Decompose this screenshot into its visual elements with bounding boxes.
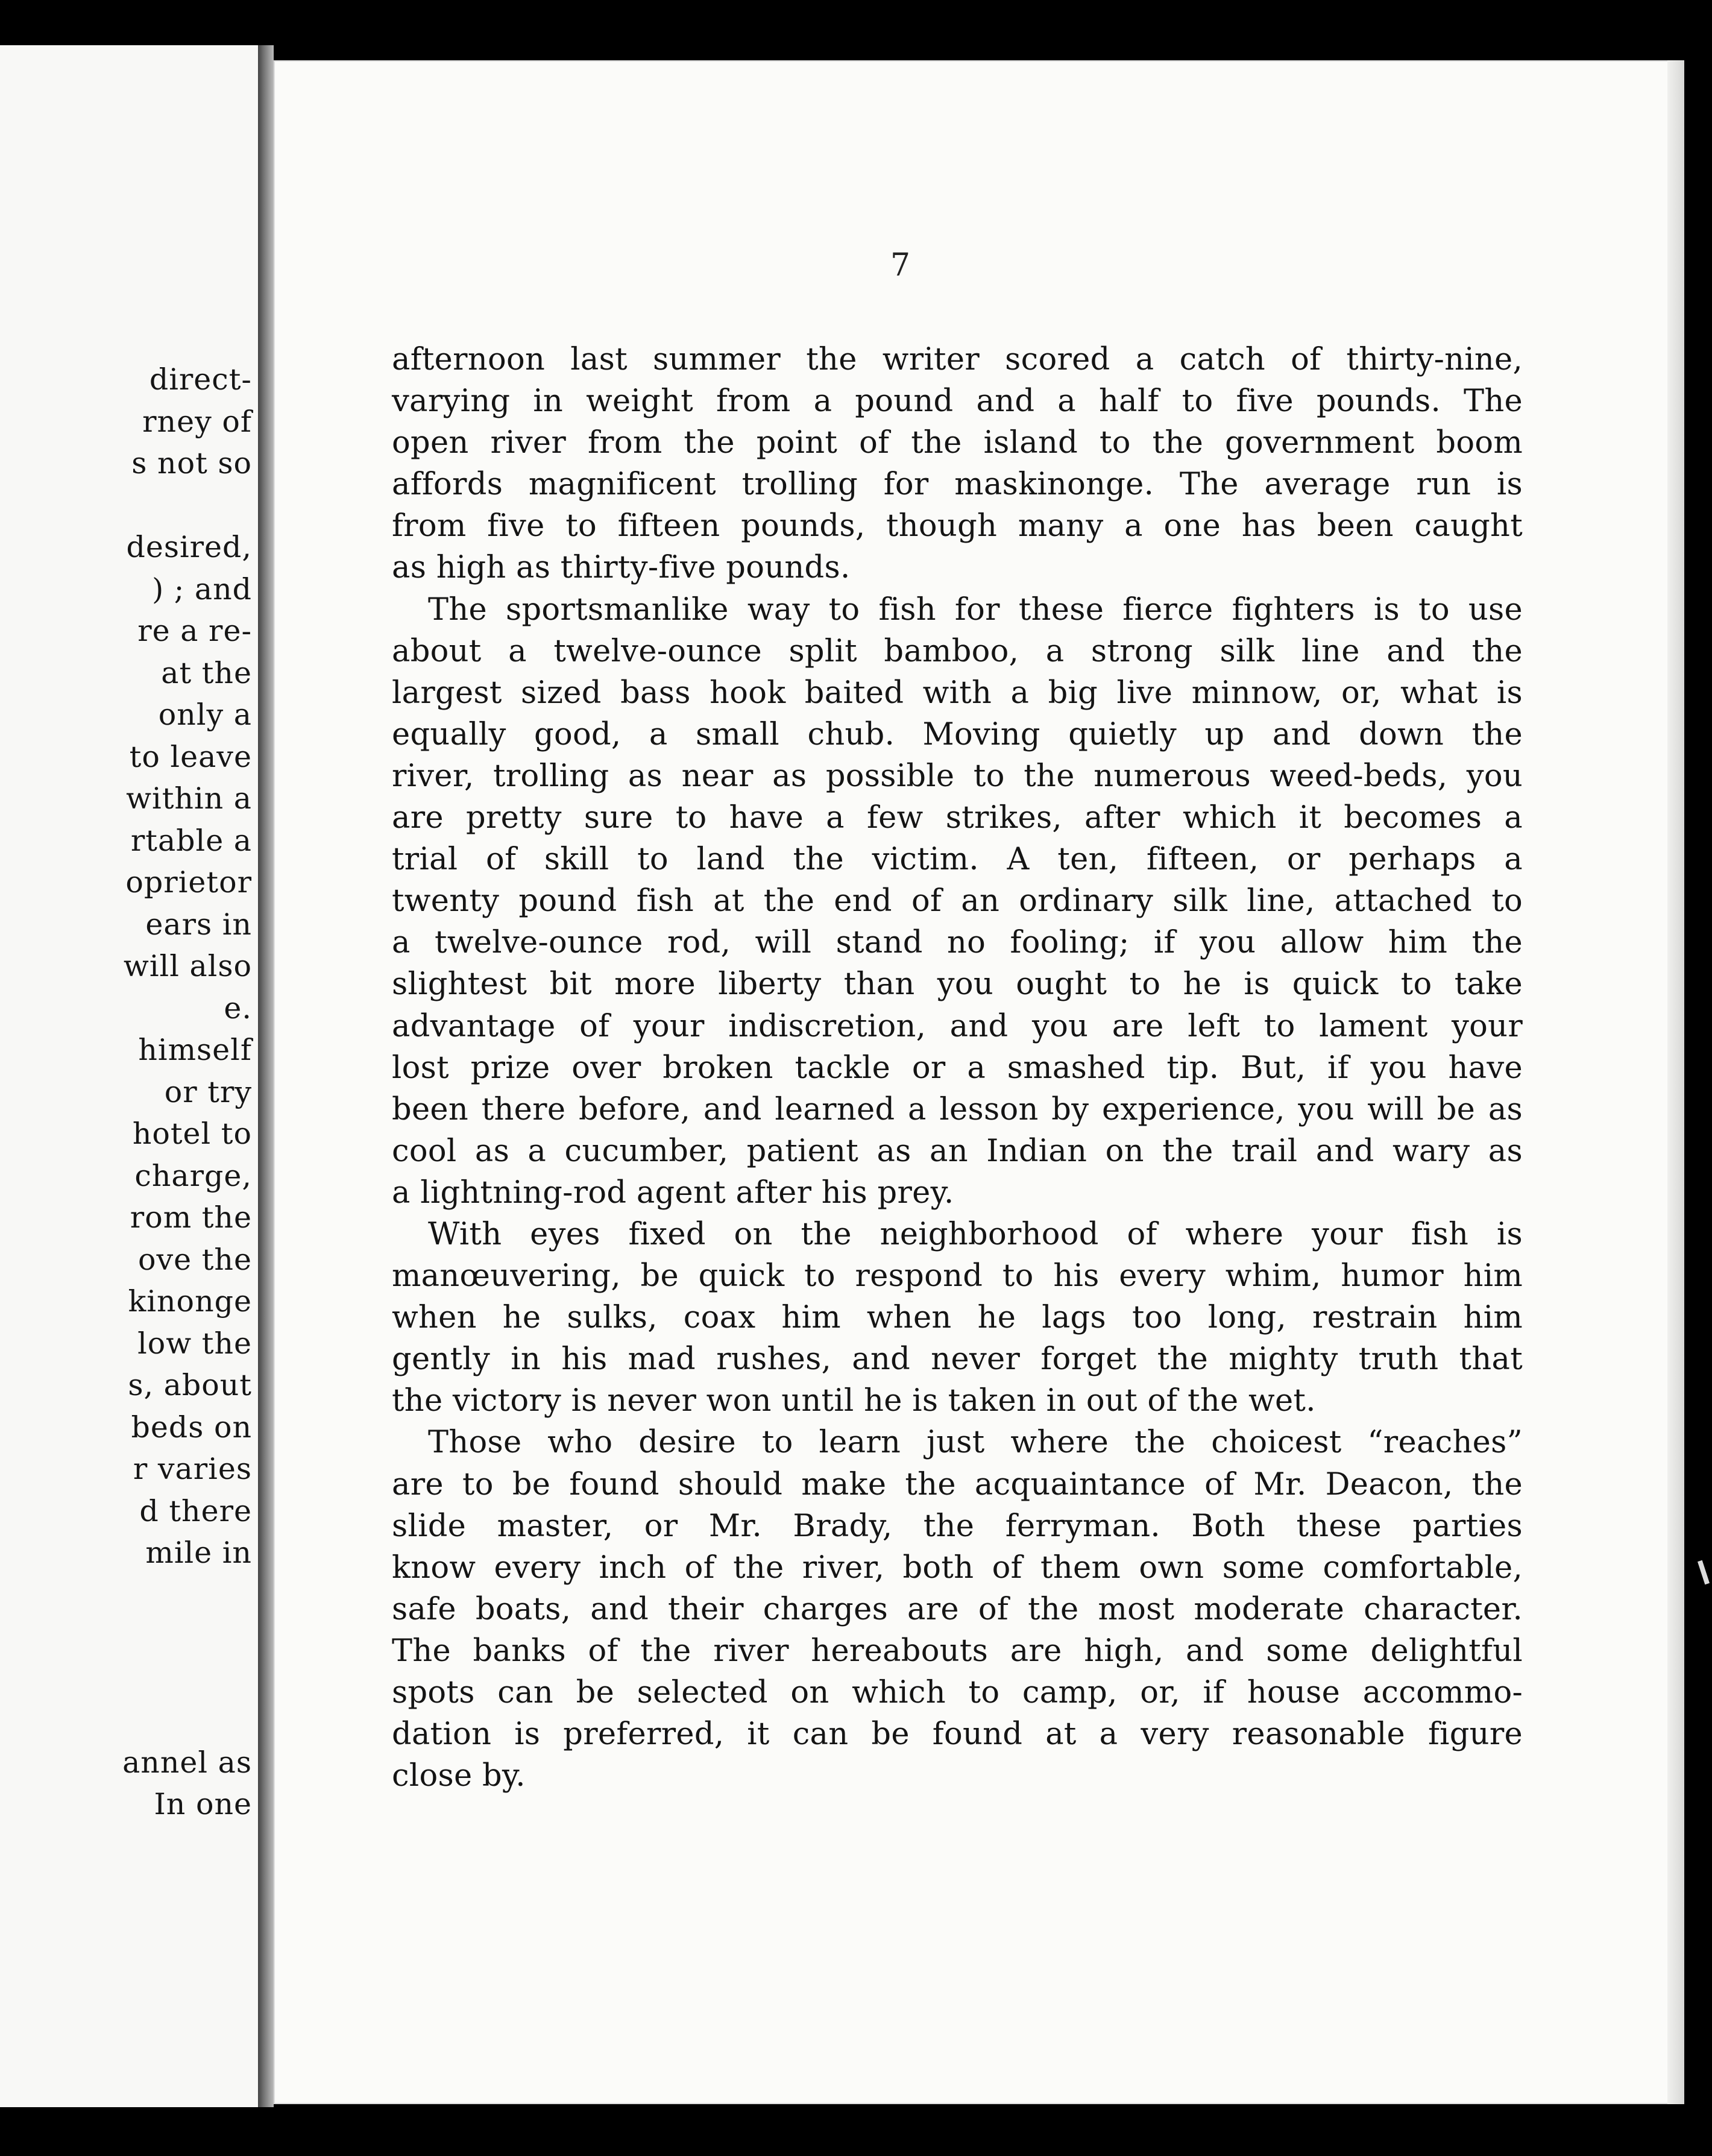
text-line: slightest bit more liberty than you ought to he is quick to take xyxy=(392,966,1523,1003)
text-line: Those who desire to learn just where the choicest “reaches” xyxy=(428,1425,1523,1461)
text-line: a twelve-ounce rod, will stand no fooling; if you allow him the xyxy=(392,925,1523,961)
text-line: safe boats, and their charges are of the most moderate character. xyxy=(392,1591,1523,1627)
text-line: manœuvering, be quick to respond to his every whim, humor him xyxy=(392,1258,1523,1294)
left-page-line: mile in xyxy=(145,1536,252,1570)
body-text xyxy=(392,339,1523,1797)
left-page-line: ears in xyxy=(145,907,252,942)
text-line: when he sulks, coax him when he lags too long, restrain him xyxy=(392,1300,1523,1336)
left-page-line: rom the xyxy=(130,1200,252,1235)
left-page-line xyxy=(5,1658,258,1700)
left-page-line: In one xyxy=(154,1787,252,1821)
left-page-line: oprietor xyxy=(125,865,252,900)
left-page-line: s, about xyxy=(128,1368,252,1402)
left-page-line: kinonge xyxy=(128,1284,252,1319)
left-page-line: only a xyxy=(158,698,252,732)
paragraph xyxy=(392,589,1523,1214)
book-gutter xyxy=(258,45,274,2107)
text-line: river, trolling as near as possible to the numerous weed-beds, you xyxy=(392,758,1523,794)
left-page-line: within a xyxy=(126,781,252,816)
text-line: spots can be selected on which to camp, or, if house accommo- xyxy=(392,1675,1523,1710)
text-line: as high as thirty-five pounds. xyxy=(392,550,851,586)
text-line: are pretty sure to have a few strikes, after which it becomes a xyxy=(392,800,1523,836)
text-line: trial of skill to land the victim. A ten, fifteen, or perhaps a xyxy=(392,842,1523,878)
left-page-line xyxy=(5,1616,258,1658)
text-line: equally good, a small chub. Moving quietly up and down the xyxy=(392,716,1523,752)
left-page-line: e. xyxy=(224,991,252,1026)
left-page-line: to leave xyxy=(129,739,252,774)
left-page-line: re a re- xyxy=(137,614,252,648)
paragraph xyxy=(392,1422,1523,1797)
page-number: 7 xyxy=(890,247,911,283)
text-line: affords magnificent trolling for maskinonge. The average run is xyxy=(392,467,1523,503)
text-line: advantage of your indiscretion, and you are left to lament your xyxy=(392,1008,1523,1044)
text-line: know every inch of the river, both of them own some comfortable, xyxy=(392,1549,1523,1586)
left-page-line: ove the xyxy=(137,1242,252,1277)
text-line: close by. xyxy=(392,1758,526,1794)
text-line: dation is preferred, it can be found at a very reasonable figure xyxy=(392,1716,1523,1753)
scan-artifact xyxy=(1698,1560,1710,1585)
text-line: varying in weight from a pound and a half to five pounds. The xyxy=(392,383,1523,420)
right-page xyxy=(274,60,1684,2104)
text-line: lost prize over broken tackle or a smashed tip. But, if you have xyxy=(392,1050,1523,1086)
left-page-line: ) ; and xyxy=(152,572,252,607)
left-page-line: r varies xyxy=(133,1452,252,1486)
left-page-line: hotel to xyxy=(132,1117,252,1151)
text-line: twenty pound fish at the end of an ordinary silk line, attached to xyxy=(392,883,1523,919)
text-line: slide master, or Mr. Brady, the ferryman. Both these parties xyxy=(392,1508,1523,1544)
left-page-line: charge, xyxy=(134,1158,252,1193)
paragraph xyxy=(392,1214,1523,1422)
text-line: gently in his mad rushes, and never forget the mighty truth that xyxy=(392,1341,1523,1378)
text-line: afternoon last summer the writer scored a catch of thirty-nine, xyxy=(392,342,1523,377)
left-page-line: direct- xyxy=(149,362,252,397)
text-line: cool as a cucumber, patient as an Indian on the trail and wary as xyxy=(392,1133,1523,1169)
text-line: a lightning-rod agent after his prey. xyxy=(392,1174,954,1211)
left-page-line xyxy=(5,1574,258,1616)
left-page-line xyxy=(5,485,258,527)
text-line: The banks of the river hereabouts are high, and some delightful xyxy=(392,1633,1523,1669)
left-page-line: low the xyxy=(137,1326,252,1361)
text-line: largest sized bass hook baited with a big live minnow, or, what is xyxy=(392,675,1523,711)
left-page-line: beds on xyxy=(131,1410,252,1445)
left-page-text xyxy=(5,359,258,1826)
text-line: The sportsmanlike way to fish for these fierce fighters is to use xyxy=(428,591,1523,628)
text-line: been there before, and learned a lesson by experience, you will be as xyxy=(392,1091,1523,1127)
text-line: open river from the point of the island to the government boom xyxy=(392,425,1523,461)
paragraph xyxy=(392,339,1523,589)
text-line: are to be found should make the acquaintance of Mr. Deacon, the xyxy=(392,1466,1523,1502)
left-page-line: rtable a xyxy=(130,823,252,858)
left-page-line: himself xyxy=(138,1033,252,1067)
left-page-line: rney of xyxy=(142,404,252,439)
left-page-line: desired, xyxy=(126,530,252,564)
left-page-line: or try xyxy=(164,1074,252,1109)
left-page-line: annel as xyxy=(122,1745,252,1780)
left-page-line: s not so xyxy=(131,446,252,481)
left-page-line: at the xyxy=(161,655,252,690)
left-page-line: d there xyxy=(139,1493,252,1528)
text-line: about a twelve-ounce split bamboo, a strong silk line and the xyxy=(392,633,1523,669)
left-page-line: will also xyxy=(123,949,252,983)
text-line: With eyes fixed on the neighborhood of where your fish is xyxy=(428,1216,1523,1252)
left-page-line xyxy=(5,1700,258,1742)
left-page-fragment xyxy=(0,45,258,2107)
text-line: the victory is never won until he is taken in out of the wet. xyxy=(392,1383,1316,1419)
text-line: from five to fifteen pounds, though many a one has been caught xyxy=(392,508,1523,544)
